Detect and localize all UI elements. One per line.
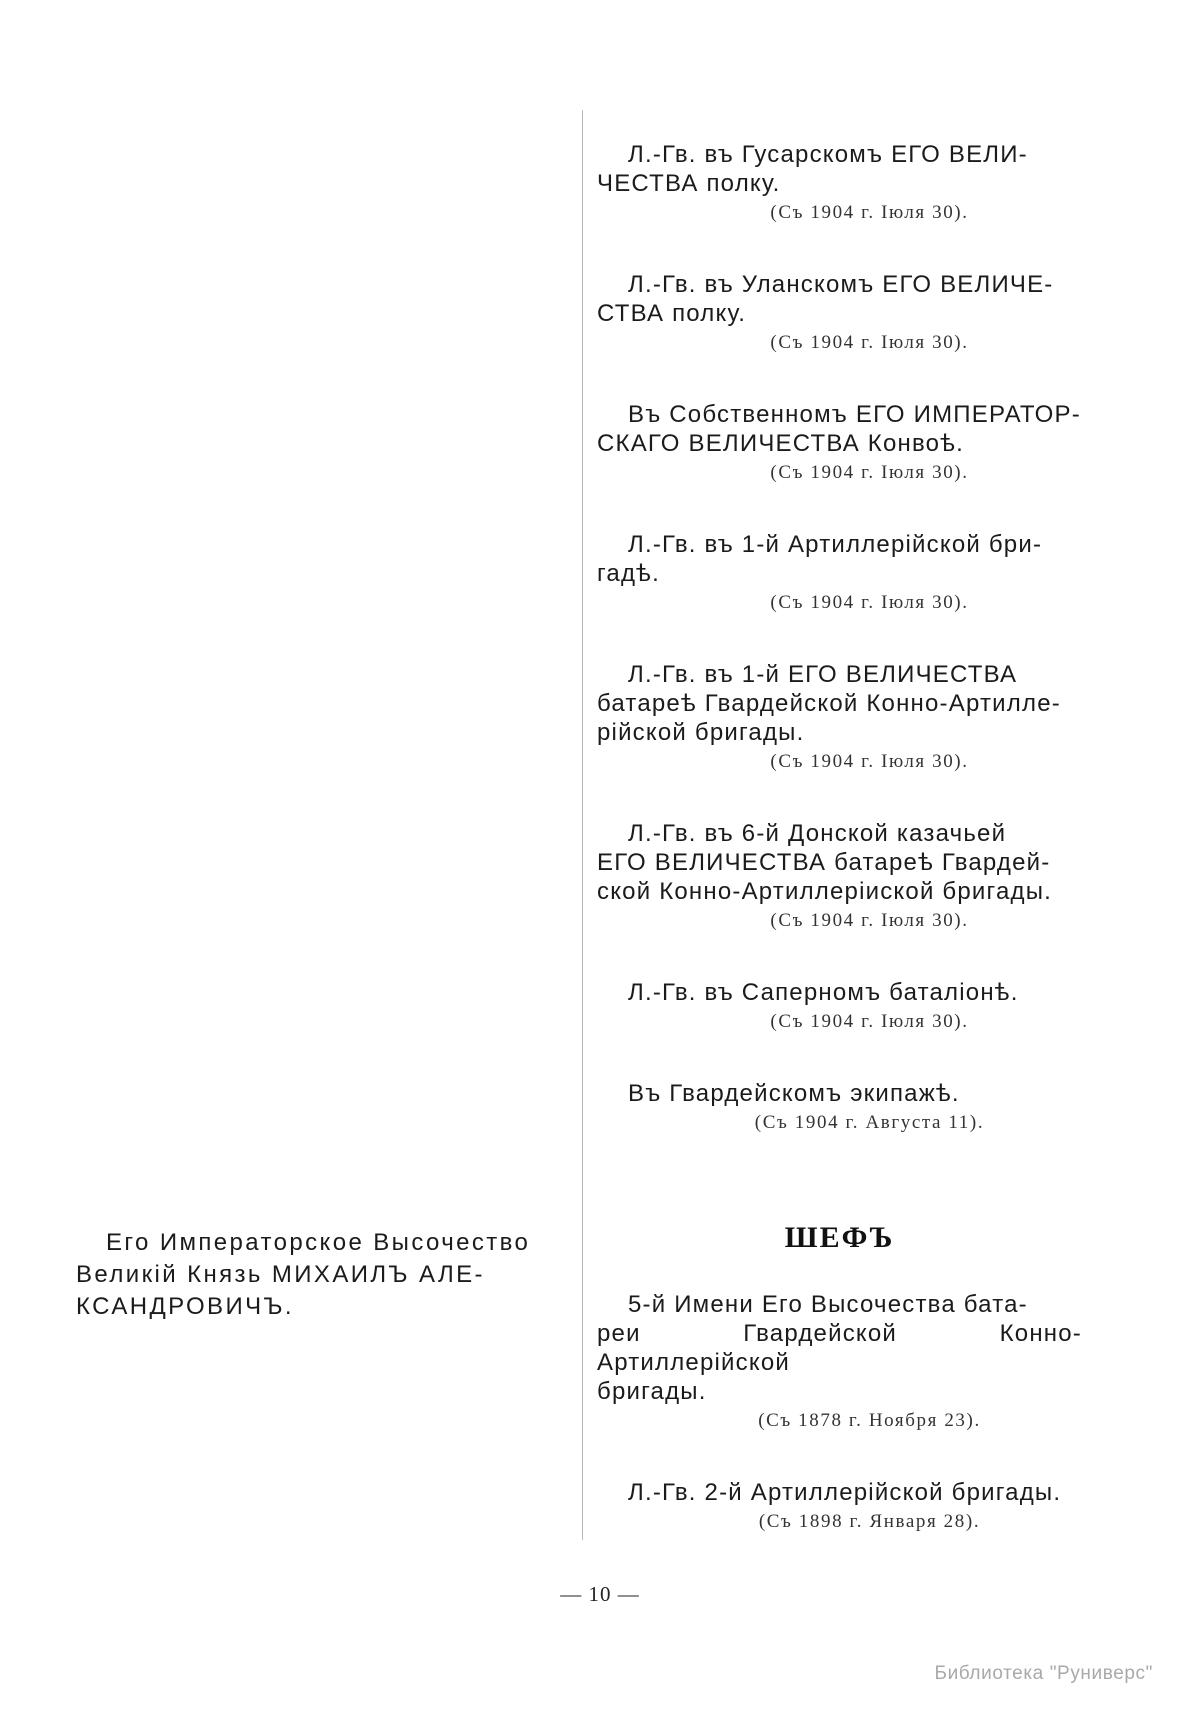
entry-text: Л.-Гв. въ 6-й Донской казачьей ЕГО ВЕЛИЧЕСТВА батареѣ Гвардей- ской Конно-Артиллеріиской бригады.: [597, 820, 1053, 905]
entry-date: (Съ 1904 г. Іюля 30).: [770, 462, 969, 483]
entry-text: Л.-Гв. въ 1-й ЕГО ВЕЛИЧЕСТВА батареѣ Гвардейской Конно-Артилле- рійской бригады.: [597, 661, 1061, 746]
entry-date: (Съ 1904 г. Іюля 30).: [770, 1011, 969, 1032]
entry-text: Л.-Гв. въ Саперномъ баталіонѣ.: [628, 979, 1019, 1006]
column-divider: [582, 110, 583, 1540]
entry-text: Л.-Гв. въ Уланскомъ ЕГО ВЕЛИЧЕ- СТВА полку.: [597, 271, 1054, 327]
entry-date: (Съ 1904 г. Іюля 30).: [770, 751, 969, 772]
chef-entry: [597, 1290, 1082, 1434]
page-number: — 10 —: [560, 1582, 640, 1606]
entry-text: Въ Собственномъ ЕГО ИМПЕРАТОР- СКАГО ВЕЛИЧЕСТВА Конвоѣ.: [597, 401, 1081, 457]
entry-text: Л.-Гв. 2-й Артиллерійской бригады.: [628, 1479, 1062, 1506]
person-block: [76, 1227, 564, 1323]
entry-text: Л.-Гв. въ 1-й Артиллерійской бри- гадѣ.: [597, 531, 1043, 587]
chef-entries-list: [597, 1290, 1082, 1579]
entry-date: (Съ 1904 г. Іюля 30).: [770, 332, 969, 353]
service-entry: [597, 660, 1082, 775]
person-name: Его Императорское Высочество Великій Князь МИХАИЛЪ АЛЕ- КСАНДРОВИЧЪ.: [76, 1229, 531, 1320]
entry-date: (Съ 1898 г. Января 28).: [758, 1511, 981, 1532]
entry-text: 5-й Имени Его Высочества бата- реи Гвардейской Конно-Артиллерійской бригады.: [597, 1291, 1082, 1405]
service-entry: [597, 400, 1082, 486]
service-entry: [597, 140, 1082, 226]
entry-date: (Съ 1904 г. Іюля 30).: [770, 910, 969, 931]
entry-date: (Съ 1904 г. Августа 11).: [754, 1112, 985, 1133]
entry-date: (Съ 1904 г. Іюля 30).: [770, 592, 969, 613]
chef-entry: [597, 1478, 1082, 1535]
entry-date: (Съ 1878 г. Ноября 23).: [758, 1410, 981, 1431]
library-watermark: Библиотека "Руниверс": [934, 1663, 1153, 1684]
service-entry: [597, 270, 1082, 356]
service-entry: [597, 978, 1082, 1035]
service-entries-list: [597, 140, 1082, 1180]
service-entry: [597, 819, 1082, 934]
service-entry: [597, 530, 1082, 616]
entry-text: Въ Гвардейскомъ экипажѣ.: [628, 1080, 960, 1107]
service-entry: [597, 1079, 1082, 1136]
entry-text: Л.-Гв. въ Гусарскомъ ЕГО ВЕЛИ- ЧЕСТВА полку.: [597, 141, 1028, 197]
section-heading-chef: ШЕФЪ: [784, 1221, 895, 1254]
entry-date: (Съ 1904 г. Іюля 30).: [770, 202, 969, 223]
